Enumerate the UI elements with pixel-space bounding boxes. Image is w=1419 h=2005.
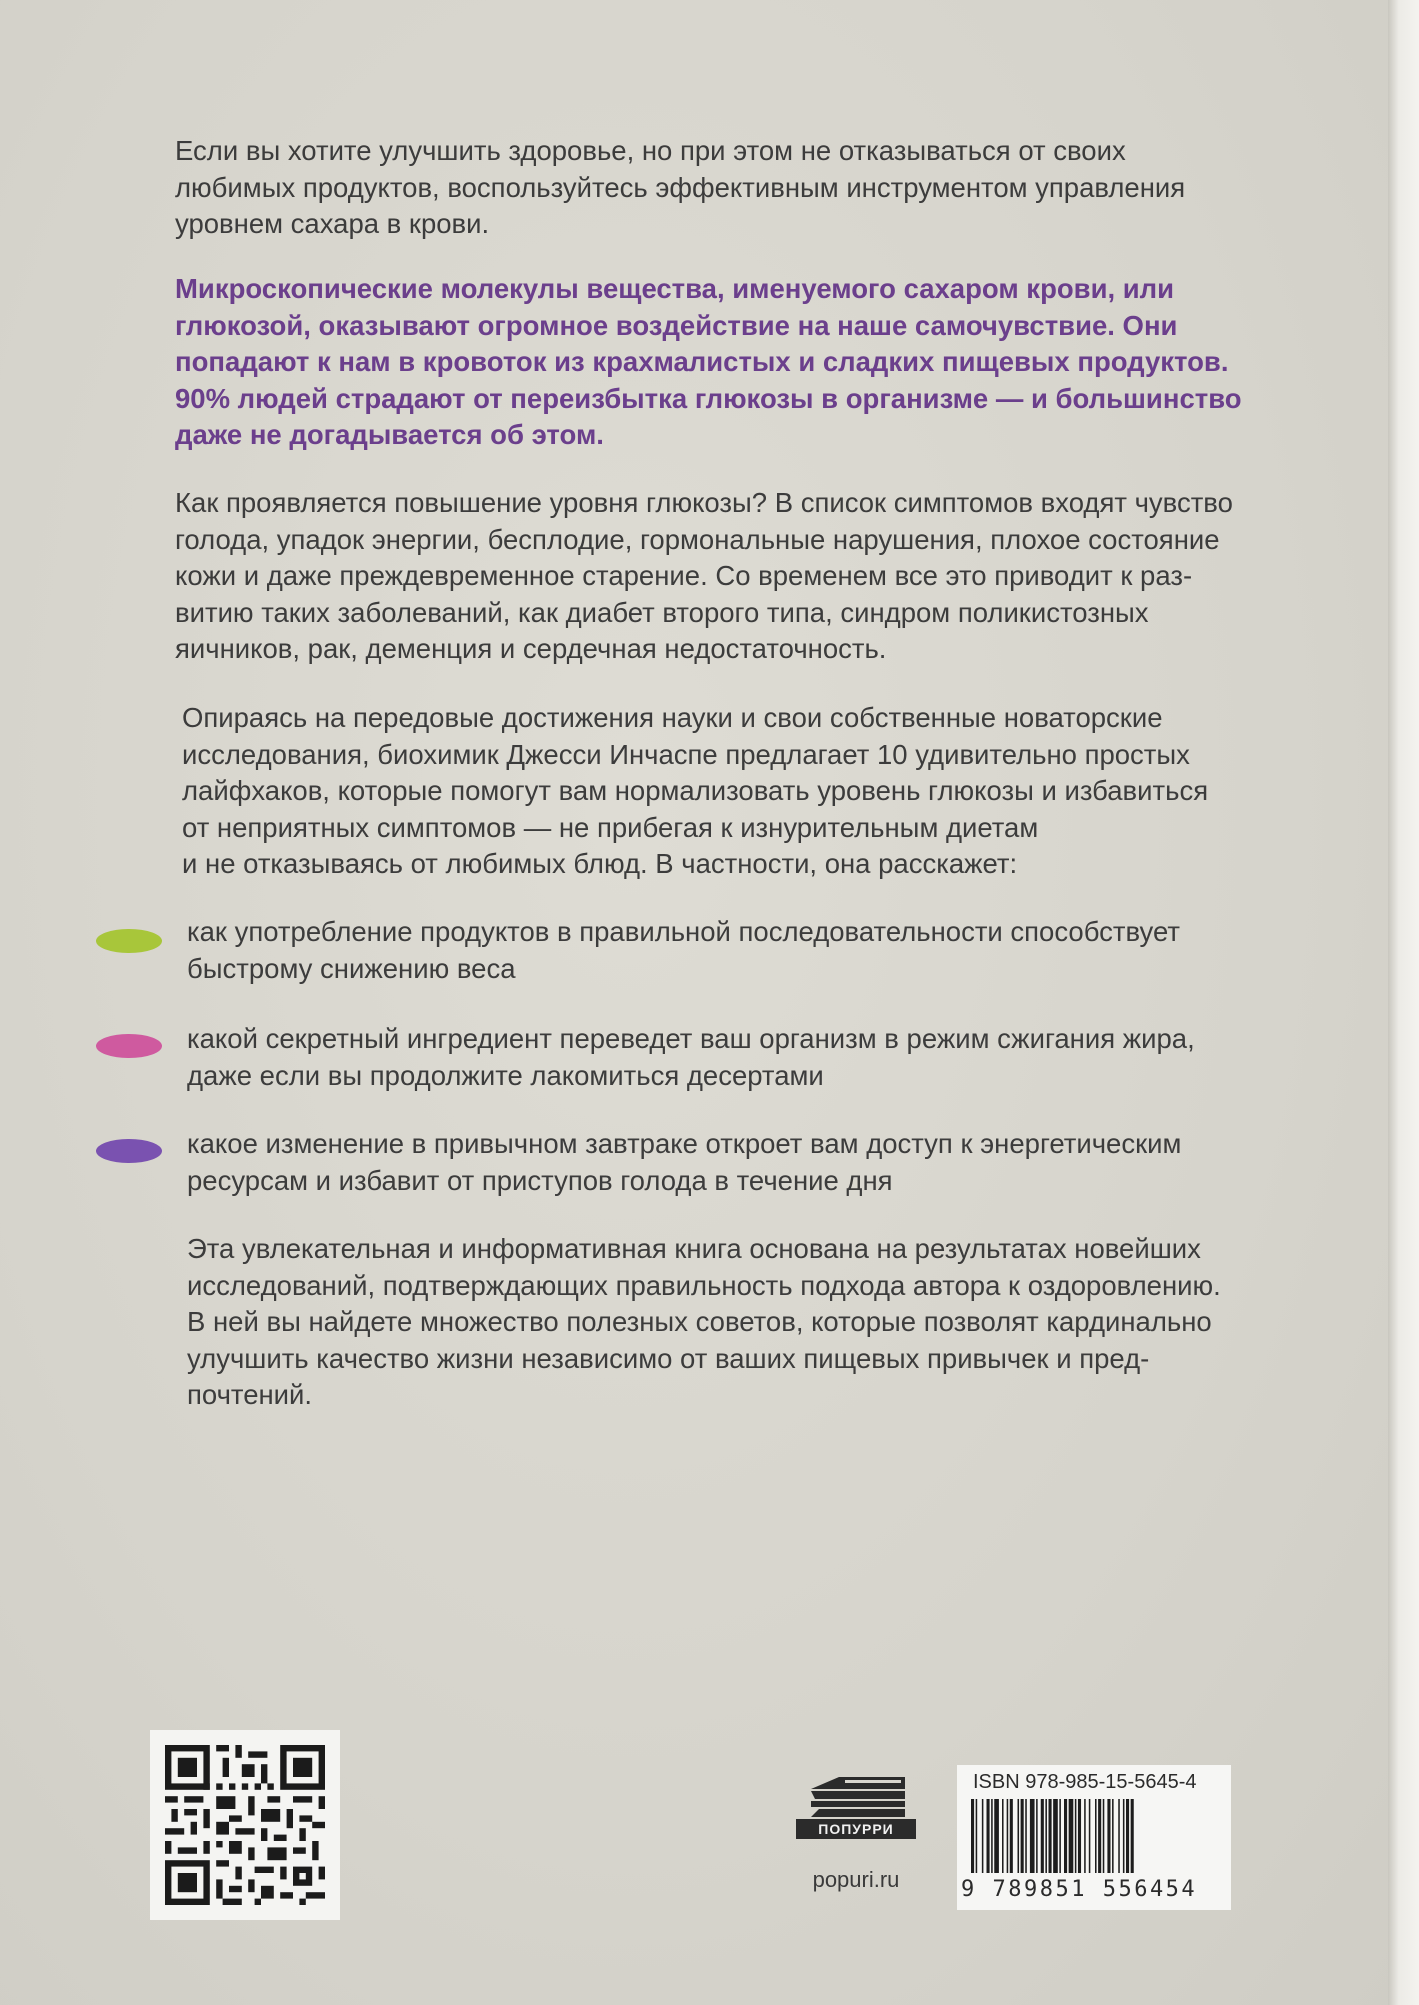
research-line: Опираясь на передовые достижения науки и свои собственные новаторские <box>182 702 1163 733</box>
barcode-bar <box>991 1799 993 1873</box>
barcode-bar <box>1002 1799 1004 1873</box>
isbn-digits: 9 789851 556454 <box>961 1877 1198 1902</box>
intro-line: уровнем сахара в крови. <box>175 208 490 239</box>
barcode-bar <box>1036 1799 1038 1873</box>
barcode-bar <box>1010 1799 1013 1873</box>
qr-code-icon <box>165 1745 325 1905</box>
publisher-block <box>796 1775 916 1893</box>
barcode-bar <box>1064 1799 1067 1873</box>
research-line: исследования, биохимик Джесси Инчаспе предлагает 10 удивительно простых <box>182 738 1190 770</box>
highlight-line: попадают к нам в кровоток из крахмалистых и сладких пищевых продуктов. <box>175 346 1229 377</box>
barcode-bar <box>1103 1799 1105 1873</box>
isbn-label: ISBN 978-985-15-5645-4 <box>973 1771 1197 1793</box>
publisher-url[interactable]: popuri.ru <box>812 1867 900 1892</box>
barcode-bar <box>1045 1799 1047 1873</box>
highlight-paragraph <box>175 271 1295 454</box>
barcode-bar <box>1018 1799 1020 1873</box>
bullet-text <box>187 914 1180 987</box>
closing-paragraph <box>187 1231 1307 1414</box>
intro-paragraph <box>175 133 1295 243</box>
barcode-bar <box>1084 1799 1086 1873</box>
intro-line: любимых продуктов, воспользуйтесь эффективным инструментом управления <box>175 171 1186 203</box>
barcode-bar <box>1075 1799 1077 1873</box>
bullet-line: быстрому снижению веса <box>187 952 516 984</box>
qr-code[interactable] <box>150 1730 340 1920</box>
highlight-line: Микроскопические молекулы вещества, именуемого сахаром крови, или <box>175 273 1175 304</box>
barcode-bar <box>1007 1799 1009 1873</box>
barcode-bar <box>1107 1799 1110 1873</box>
barcode-bar <box>1049 1799 1052 1873</box>
barcode-bar <box>1030 1799 1035 1873</box>
green-bullet-icon <box>96 929 162 953</box>
highlight-line: 90% людей страдают от переизбытка глюкозы в организме — и большинство <box>175 382 1242 414</box>
bullet-text <box>187 1021 1195 1094</box>
symptoms-line: Как проявляется повышение уровня глюкозы? В список симптомов входят чувство <box>175 487 1233 518</box>
bullet-line: ресурсам и избавит от приступов голода в течение дня <box>187 1164 893 1196</box>
barcode-bar <box>976 1799 978 1873</box>
research-line: и не отказываясь от любимых блюд. В частности, она расскажет: <box>182 848 1018 879</box>
barcode-bar <box>1025 1799 1027 1873</box>
publisher-logo-icon <box>801 1775 911 1817</box>
barcode-bar <box>1059 1799 1061 1873</box>
barcode-bar <box>987 1799 990 1873</box>
barcode-icon <box>967 1799 1221 1879</box>
research-line: лайфхаков, которые помогут вам нормализовать уровень глюкозы и избавиться <box>182 775 1209 806</box>
symptoms-line: голода, упадок энергии, бесплодие, гормональные нарушения, плохое состояние <box>175 523 1220 555</box>
bullet-text <box>187 1126 1181 1199</box>
barcode-bar <box>1131 1799 1134 1873</box>
research-line: от неприятных симптомов — не прибегая к изнурительным диетам <box>182 811 1039 843</box>
highlight-line: глюкозой, оказывают огромное воздействие на наше самочувствие. Они <box>175 309 1178 341</box>
symptoms-paragraph <box>175 485 1295 668</box>
pink-bullet-icon <box>96 1034 162 1058</box>
closing-line: исследований, подтверждающих правильность подхода автора к оздоровлению. <box>187 1269 1221 1301</box>
barcode-bar <box>1112 1799 1114 1873</box>
isbn-barcode <box>957 1765 1231 1910</box>
closing-line: улучшить качество жизни независимо от ваших пищевых привычек и пред- <box>187 1342 1150 1374</box>
barcode-bar <box>1095 1799 1097 1873</box>
barcode-bar <box>994 1799 999 1873</box>
research-paragraph <box>182 700 1302 883</box>
symptoms-line: кожи и даже преждевременное старение. Со временем все это приводит к раз- <box>175 560 1193 591</box>
barcode-bar <box>1069 1799 1074 1873</box>
purple-bullet-icon <box>96 1139 162 1163</box>
barcode-bar <box>1021 1799 1024 1873</box>
bullet-line: даже если вы продолжите лакомиться десертами <box>187 1059 824 1091</box>
bullet-line: как употребление продуктов в правильной последовательности способствует <box>187 916 1180 947</box>
barcode-bar <box>1041 1799 1044 1873</box>
closing-line: почтений. <box>187 1379 313 1410</box>
barcode-bar <box>971 1799 974 1873</box>
closing-line: В ней вы найдете множество полезных советов, которые позволят кардинально <box>187 1306 1212 1337</box>
highlight-line: даже не догадывается об этом. <box>175 419 604 450</box>
book-spine-edge <box>1388 0 1419 2005</box>
barcode-bar <box>1098 1799 1101 1873</box>
barcode-bar <box>1123 1799 1125 1873</box>
closing-line: Эта увлекательная и информативная книга основана на результатах новейших <box>187 1233 1201 1264</box>
bullet-line: какой секретный ингредиент переведет ваш организм в режим сжигания жира, <box>187 1023 1195 1054</box>
barcode-bar <box>1089 1799 1091 1873</box>
symptoms-line: витию таких заболеваний, как диабет второго типа, синдром поликистозных <box>175 596 1149 628</box>
barcode-bar <box>1118 1799 1120 1873</box>
barcode-bar <box>1053 1799 1058 1873</box>
barcode-bar <box>982 1799 984 1873</box>
barcode-bar <box>1078 1799 1081 1873</box>
symptoms-line: яичников, рак, деменция и сердечная недостаточность. <box>175 633 887 664</box>
bullet-line: какое изменение в привычном завтраке откроет вам доступ к энергетическим <box>187 1128 1182 1159</box>
publisher-name: ПОПУРРИ <box>796 1819 916 1839</box>
intro-line: Если вы хотите улучшить здоровье, но при этом не отказываться от своих <box>175 135 1126 166</box>
barcode-bar <box>1126 1799 1129 1873</box>
